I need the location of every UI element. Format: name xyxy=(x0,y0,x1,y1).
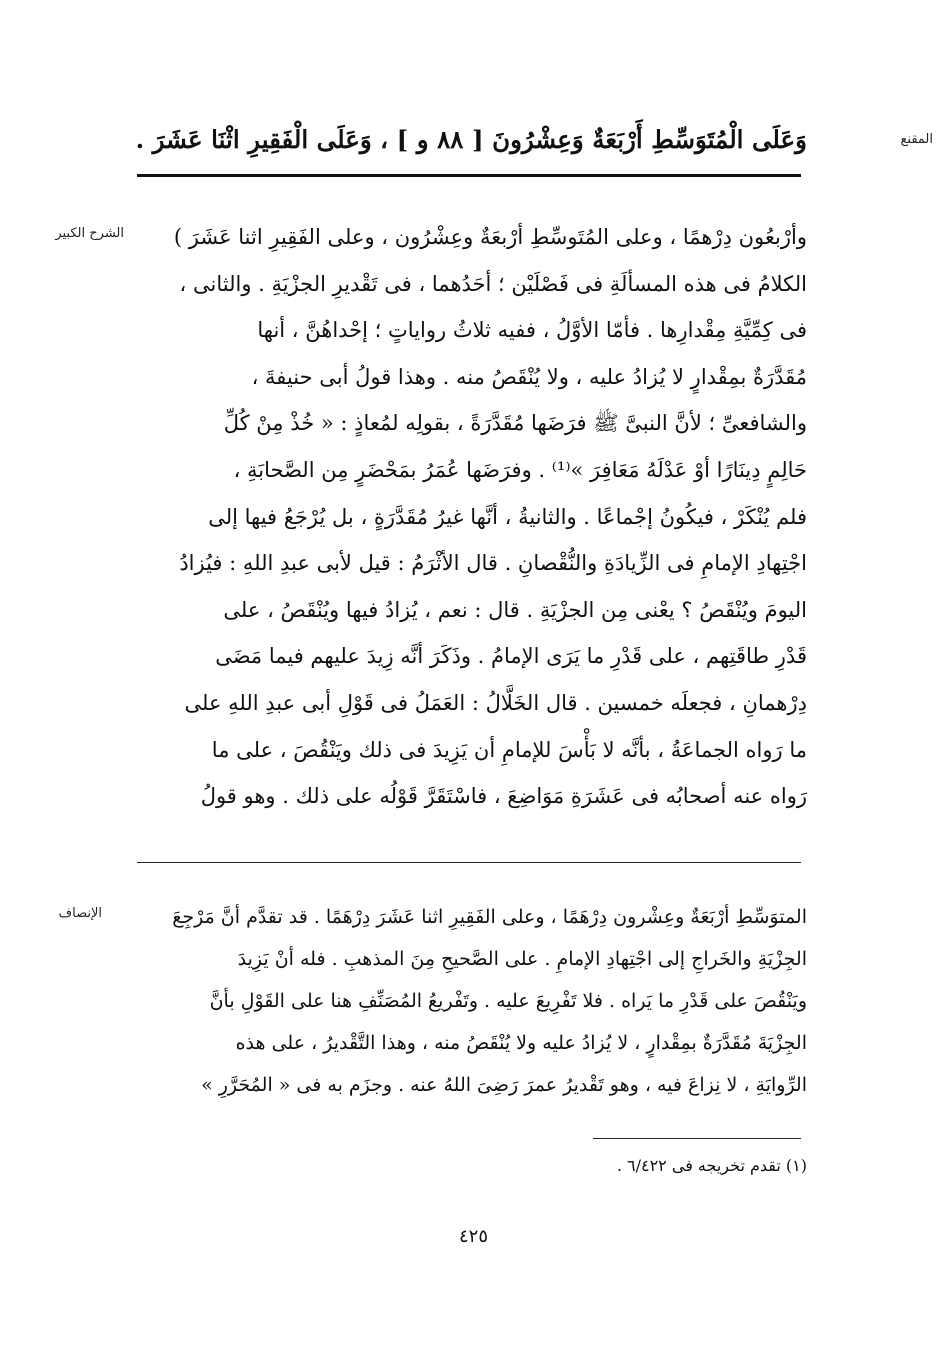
muqni-line: وَعَلَى الْمُتَوَسِّطِ أَرْبَعَةٌ وَعِشْرُونَ [ ٨٨ و ] ، وَعَلَى الْفَقِيرِ اثْنَا عَشَرَ . xyxy=(135,125,807,154)
sharh-line: والشافعىِّ ؛ لأنَّ النبىَّ ﷺ فرَضَها مُقَدَّرَةً ، بقولِه لمُعاذٍ : « خُذْ مِنْ كُلِّ xyxy=(223,411,807,436)
insaf-text xyxy=(127,896,807,1106)
section-divider-thick xyxy=(137,174,801,177)
sharh-line: رَواه عنه أصحابُه فى عَشَرَةِ مَوَاضِعَ ، فاسْتَقَرَّ قَوْلُه على ذلك . وهو قولُ xyxy=(200,784,807,809)
insaf-line: الجِزْيَةِ والخَراجِ إلى اجْتِهادِ الإمامِ . على الصَّحيحِ مِنَ المذهبِ . فله أنْ يَزِيدَ xyxy=(237,948,807,970)
sharh-line: مُقَدَّرَةٌ بمِقْدارٍ لا يُزادُ عليه ، ولا يُنْقَصُ منه . وهذا قولُ أبى حنيفةَ ، xyxy=(251,364,807,389)
sharh-line: حَالِمٍ دِينَارًا أوْ عَدْلَهُ مَعَافِرَ »⁽¹⁾ . وفرَضَها عُمَرُ بمَحْضَرٍ مِن الصَّحابَةِ ، xyxy=(233,457,807,482)
footnote-divider xyxy=(593,1138,801,1139)
sharh-line: ما رَواه الجماعَةُ ، بأنَّه لا بَأْسَ للإمامِ أن يَزِيدَ فى ذلك ويَنْقُصَ ، على ما xyxy=(211,737,807,762)
insaf-line: الرِّوايَةِ ، لا نِزاعَ فيه ، وهو تَقْديرُ عمرَ رَضِىَ اللهُ عنه . وجزَم به فى « المُحَرَّرِ » xyxy=(201,1074,807,1096)
sharh-text xyxy=(127,214,807,820)
sharh-line: قَدْرِ طاقَتِهم ، على قَدْرِ ما يَرَى الإمامُ . وذَكَرَ أنَّه زِيدَ عليهم فيما مَضَى xyxy=(215,644,807,669)
label-muqni: المقنع xyxy=(900,132,933,147)
sharh-line: دِرْهمانِ ، فجعلَه خمسين . قال الخَلَّالُ : العَمَلُ فى قَوْلِ أبى عبدِ اللهِ على xyxy=(184,690,807,715)
label-sharh: الشرح الكبير xyxy=(55,226,124,241)
sharh-line: وأرْبعُون دِرْهمًا ، وعلى المُتَوسِّطِ أرْبعَةٌ وعِشْرُون ، وعلى الفَقِيرِ اثنا عَشَرَ ) xyxy=(173,225,807,249)
sharh-line: فلم يُنْكَرْ ، فيكُونُ إجْماعًا . والثانيةُ ، أنَّها غيرُ مُقَدَّرَةٍ ، بل يُرْجَعُ فيها إلى xyxy=(208,504,807,529)
section-divider xyxy=(137,862,801,863)
sharh-line: اليومَ ويُنْقَصُ ؟ يعْنى مِن الجزْيَةِ . قال : نعم ، يُزادُ فيها ويُنْقَصُ ، على xyxy=(223,597,807,622)
footnote: (١) تقدم تخريجه فى ٦/٤٢٢ . xyxy=(616,1156,807,1175)
insaf-line: ويَنْقُصَ على قَدْرِ ما يَراه . فلا تَفْرِيعَ عليه . وتَفْريعُ المُصَنِّفِ هنا على القَوْلِ بأنَّ xyxy=(209,990,807,1012)
sharh-line: فى كِمِّيَّةِ مِقْدارِها . فأمّا الأوَّلُ ، ففيه ثلاثُ رواياتٍ ؛ إحْداهُنَّ ، أنها xyxy=(257,318,807,343)
muqni-text xyxy=(127,118,807,162)
sharh-line: الكلامُ فى هذه المسألَةِ فى فَصْلَيْن ؛ أحَدُهما ، فى تَقْديرِ الجزْيَةِ . والثانى ، xyxy=(179,271,807,296)
insaf-line: الجِزْيَةَ مُقَدَّرَةٌ بمِقْدارٍ ، لا يُزادُ عليه ولا يُنْقَصُ منه ، وهذا التَّقْديرُ ، على هذه xyxy=(235,1032,807,1054)
page-number: ٤٢٥ xyxy=(458,1226,488,1247)
insaf-line: المتوَسِّطِ أرْبَعَةٌ وعِشْرون دِرْهَمًا ، وعلى الفَقِيرِ اثنا عَشَرَ دِرْهَمًا . قد تقدَّم أنَّ مَرْجِعَ xyxy=(172,906,807,928)
sharh-line: اجْتِهادِ الإمامِ فى الزِّيادَةِ والنُّقْصانِ . قال الأثْرَمُ : قيل لأبى عبدِ اللهِ : فيُزادُ xyxy=(179,551,807,576)
label-insaf: الإنصاف xyxy=(58,906,102,921)
